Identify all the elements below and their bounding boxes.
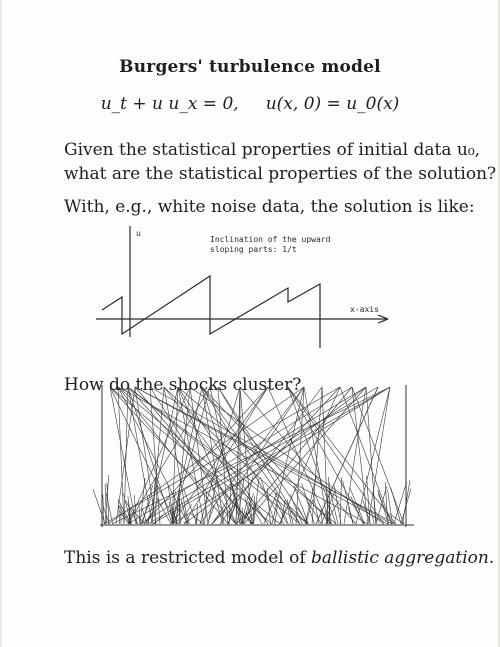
shock-line	[288, 511, 291, 524]
equation-initial-condition: u(x, 0) = u_0(x)	[265, 94, 400, 114]
burgers-equation	[0, 94, 500, 114]
shock-line	[329, 486, 338, 524]
shock-line	[304, 387, 328, 524]
sawtooth-solution-figure	[82, 222, 402, 352]
u-axis-label: u	[136, 229, 141, 238]
shock-line	[267, 488, 270, 524]
conclusion-prefix: This is a restricted model of	[64, 548, 312, 568]
x-axis-label: x-axis	[350, 305, 379, 314]
shock-line	[356, 387, 390, 524]
sawtooth-curve	[102, 276, 320, 348]
question-line-2: what are the statistical properties of the solution?	[64, 164, 497, 184]
shock-line	[306, 500, 313, 524]
conclusion-line	[64, 546, 494, 570]
shock-line	[197, 504, 198, 524]
shock-line	[128, 387, 172, 524]
white-noise-line: With, e.g., white noise data, the solution is like:	[64, 197, 475, 217]
shock-line	[264, 493, 277, 524]
shock-line	[288, 387, 384, 524]
shock-fan-lines	[93, 387, 411, 524]
question-line-1: Given the statistical properties of initial data u₀,	[64, 140, 481, 160]
shock-line	[373, 490, 376, 524]
shock-line	[128, 387, 252, 524]
annotation-line-1: Inclination of the upward	[210, 235, 331, 244]
shock-clustering-figure	[90, 381, 420, 531]
annotation-line-2: sloping parts: 1/t	[210, 245, 297, 254]
equation-pde: u_t + u u_x = 0,	[100, 94, 239, 114]
shock-line	[164, 387, 308, 524]
page-title: Burgers' turbulence model	[119, 57, 381, 77]
shocks-question: How do the shocks cluster?	[64, 375, 302, 395]
shock-line	[296, 387, 304, 524]
shock-line	[139, 504, 140, 524]
shock-line	[340, 477, 341, 524]
conclusion-italic: ballistic aggregation.	[311, 548, 495, 568]
shock-line	[164, 387, 188, 524]
x-axis-arrow	[378, 315, 388, 319]
